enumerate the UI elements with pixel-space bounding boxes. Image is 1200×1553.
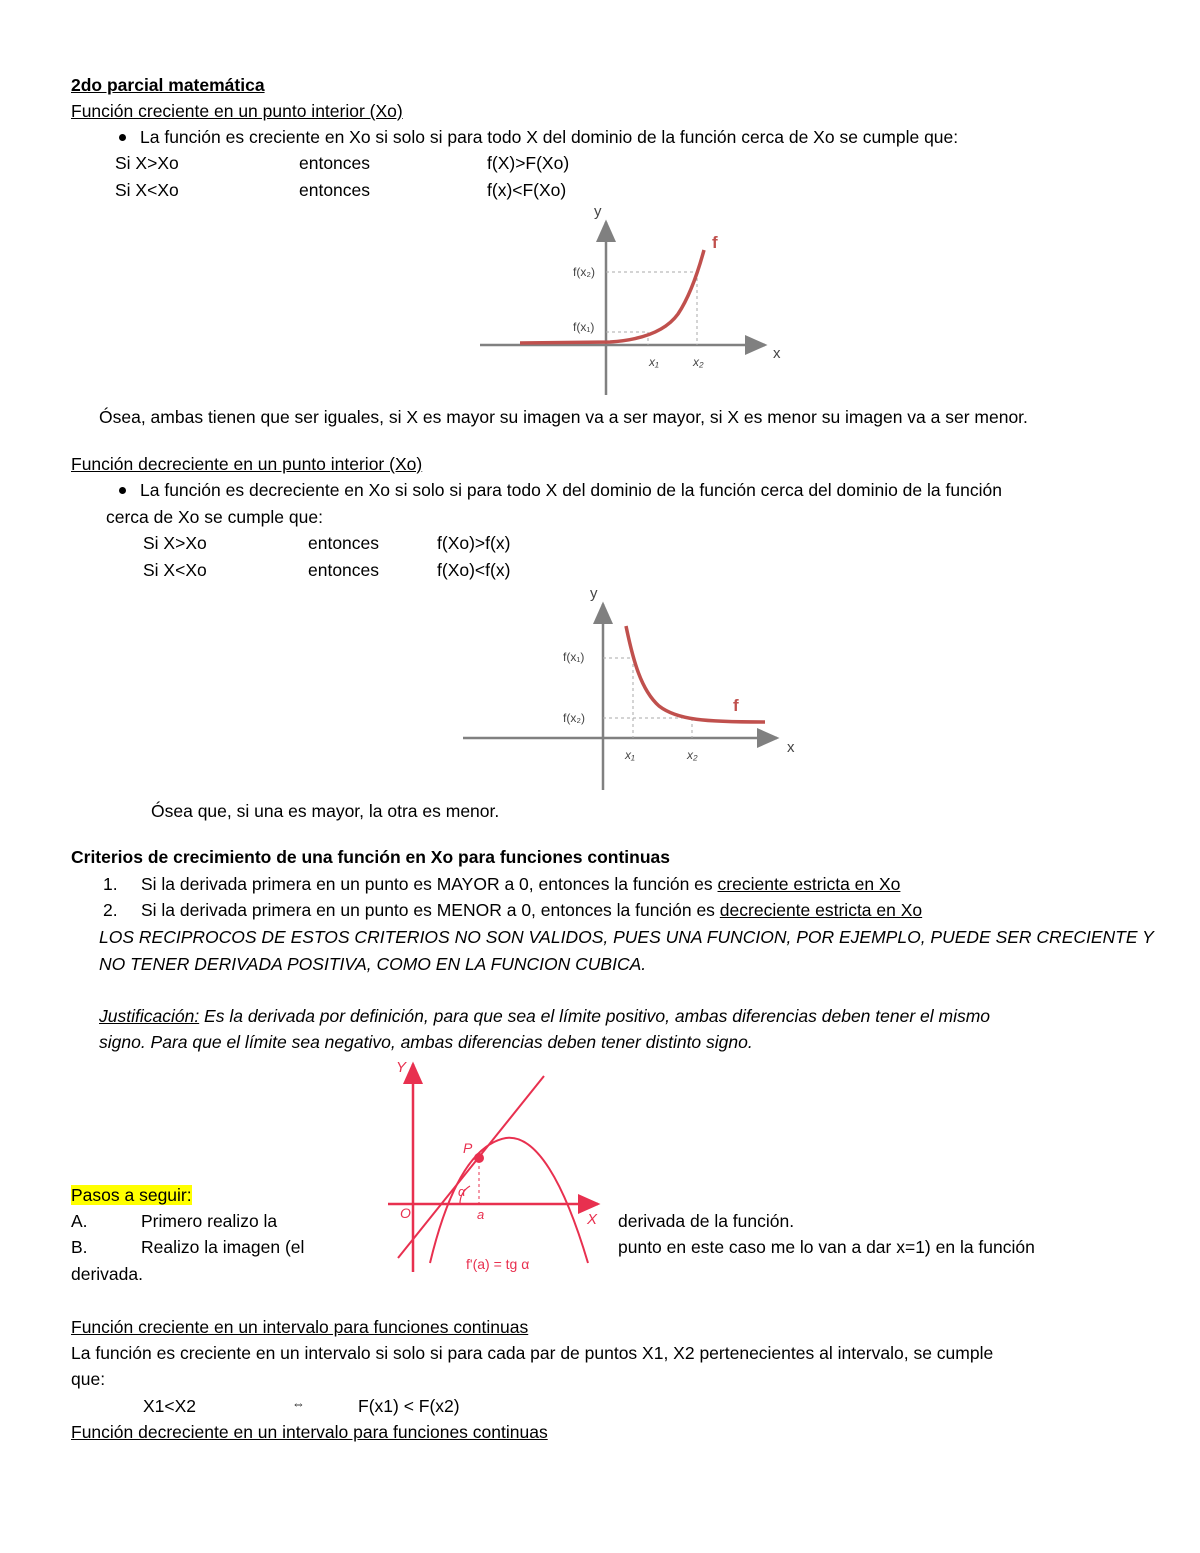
criteria-2-num: 2.: [103, 900, 118, 920]
section-heading-decreciente-intervalo: Función decreciente en un intervalo para funciones continuas: [71, 1422, 548, 1442]
step-b-left: Realizo la imagen (el: [141, 1237, 305, 1257]
decreasing-curve: [626, 626, 765, 722]
step-a-letter: A.: [71, 1211, 88, 1231]
s1-row2-result: f(x)<F(Xo): [487, 180, 567, 200]
justification-line2: signo. Para que el límite sea negativo, ambas diferencias deben tener distinto signo.: [99, 1032, 753, 1052]
point-p: [474, 1153, 484, 1163]
s4-line2: que:: [71, 1369, 106, 1389]
section-heading-creciente-intervalo: Función creciente en un intervalo para funciones continuas: [71, 1317, 529, 1337]
g1-x2-label: x₂: [693, 355, 704, 369]
s1-row1-result: f(X)>F(Xo): [487, 153, 570, 173]
s1-row2-cond: Si X<Xo: [115, 180, 179, 200]
g3-a-label: a: [477, 1207, 485, 1222]
step-b-continuation: derivada.: [71, 1264, 143, 1284]
g2-fx2-label: f(x₂): [563, 711, 585, 725]
caps-note-line2: NO TENER DERIVADA POSITIVA, COMO EN LA FUNCION CUBICA.: [99, 954, 647, 974]
criteria-1-main: Si la derivada primera en un punto es MAYOR a 0, entonces la función es: [141, 874, 718, 894]
steps-heading: [71, 1187, 192, 1205]
criteria-1-text: [141, 876, 900, 894]
s2-row2-then: entonces: [308, 560, 380, 580]
g1-fx2-label: f(x₂): [573, 265, 595, 279]
criteria-2-emphasis: decreciente estricta en Xo: [719, 900, 923, 920]
s1-row1-cond: Si X>Xo: [115, 153, 179, 173]
s2-row1-cond: Si X>Xo: [143, 533, 207, 553]
s2-row2-cond: Si X<Xo: [143, 560, 207, 580]
s1-note: Ósea, ambas tienen que ser iguales, si X es mayor su imagen va a ser mayor, si X es menor su imagen va a ser menor.: [99, 407, 1028, 427]
graph-increasing: [470, 200, 800, 400]
increasing-curve: [520, 250, 704, 343]
g3-formula: f'(a) = tg α: [466, 1256, 530, 1272]
g3-y-label: Y: [396, 1059, 407, 1076]
bullet-icon: [119, 134, 126, 141]
g3-origin-label: O: [400, 1205, 411, 1221]
s4-right: F(x1) < F(x2): [358, 1396, 460, 1416]
s2-bullet-text-line1: La función es decreciente en Xo si solo si para todo X del dominio de la función cerca del dominio de la función: [140, 480, 1002, 500]
s4-left: X1<X2: [143, 1396, 197, 1416]
steps-heading-text: Pasos a seguir:: [71, 1185, 192, 1205]
justification-line1: [99, 1008, 990, 1026]
graph-tangent: [378, 1058, 610, 1278]
g3-x-label: X: [587, 1211, 598, 1228]
s2-row1-result: f(Xo)>f(x): [437, 533, 511, 553]
s4-line1: La función es creciente en un intervalo si solo si para cada par de puntos X1, X2 pertenecientes al intervalo, se cumple: [71, 1343, 994, 1363]
g2-x1-label: x₁: [625, 748, 635, 762]
s2-row2-result: f(Xo)<f(x): [437, 560, 511, 580]
s1-bullet-text: La función es creciente en Xo si solo si para todo X del dominio de la función cerca de Xo se cumple que:: [140, 127, 959, 147]
g2-fx1-label: f(x₁): [563, 650, 585, 664]
section-heading-decreciente-punto: Función decreciente en un punto interior (Xo): [71, 454, 423, 474]
bullet-icon: [119, 487, 126, 494]
s1-row2-then: entonces: [299, 180, 371, 200]
g1-x1-label: x₁: [649, 355, 659, 369]
g2-f-label: f: [733, 696, 739, 715]
tangent-line: [398, 1076, 544, 1258]
criteria-1-num: 1.: [103, 874, 118, 894]
g1-y-label: y: [594, 203, 602, 220]
s2-bullet-text-line2: cerca de Xo se cumple que:: [106, 507, 323, 527]
g3-alpha-label: α: [458, 1184, 466, 1199]
step-b-letter: B.: [71, 1237, 88, 1257]
g2-y-label: y: [590, 585, 598, 602]
justification-text: Es la derivada por definición, para que sea el límite positivo, ambas diferencias deben tener el mismo: [199, 1006, 991, 1026]
g1-f-label: f: [712, 233, 718, 252]
parabola-curve: [430, 1138, 588, 1263]
step-a-left: Primero realizo la: [141, 1211, 278, 1231]
step-b-right: punto en este caso me lo van a dar x=1) en la función: [618, 1237, 1035, 1257]
g3-p-label: P: [463, 1140, 473, 1156]
step-a-right: derivada de la función.: [618, 1211, 795, 1231]
justification-label: Justificación:: [99, 1006, 200, 1026]
section-heading-creciente-punto: Función creciente en un punto interior (Xo): [71, 101, 403, 121]
g1-fx1-label: f(x₁): [573, 320, 595, 334]
g2-x-label: x: [787, 739, 795, 756]
equivalence-icon: ⇔: [292, 1396, 305, 1411]
s1-row1-then: entonces: [299, 153, 371, 173]
criteria-2-main: Si la derivada primera en un punto es MENOR a 0, entonces la función es: [141, 900, 720, 920]
s2-note: Ósea que, si una es mayor, la otra es menor.: [151, 801, 500, 821]
s2-row1-then: entonces: [308, 533, 380, 553]
criteria-1-emphasis: creciente estricta en Xo: [717, 874, 901, 894]
g1-x-label: x: [773, 345, 781, 362]
section-heading-criterios: Criterios de crecimiento de una función en Xo para funciones continuas: [71, 847, 670, 867]
caps-note-line1: LOS RECIPROCOS DE ESTOS CRITERIOS NO SON VALIDOS, PUES UNA FUNCION, POR EJEMPLO, PUEDE SER CRECIENTE Y: [99, 927, 1154, 947]
criteria-2-text: [141, 902, 922, 920]
g2-x2-label: x₂: [687, 748, 698, 762]
graph-decreasing: [455, 578, 815, 798]
page-title: 2do parcial matemática: [71, 75, 265, 95]
